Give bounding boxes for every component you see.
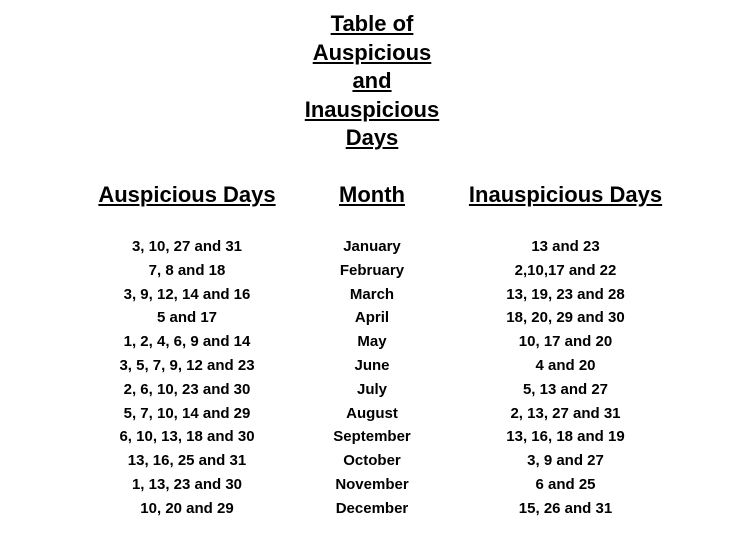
inauspicious-days-cell: 18, 20, 29 and 30 <box>506 309 625 327</box>
auspicious-days-cell: 5, 7, 10, 14 and 29 <box>123 404 251 422</box>
auspicious-days-cell: 3, 5, 7, 9, 12 and 23 <box>119 356 255 374</box>
month-cell: July <box>356 380 387 398</box>
inauspicious-days-cell: 3, 9 and 27 <box>527 452 604 470</box>
table-row <box>0 449 734 473</box>
auspicious-days-cell: 7, 8 and 18 <box>148 261 226 279</box>
month-cell: February <box>339 261 405 279</box>
title-line: Inauspicious <box>304 96 440 122</box>
month-header: Month <box>339 182 405 207</box>
inauspicious-days-cell: 5, 13 and 27 <box>522 380 609 398</box>
table-row <box>0 283 734 307</box>
inauspicious-days-cell: 13 and 23 <box>531 238 600 255</box>
table-row <box>0 354 734 378</box>
inauspicious-days-cell: 4 and 20 <box>535 356 596 374</box>
title-line: Days <box>345 125 399 151</box>
title-line: Auspicious <box>312 39 432 65</box>
auspicious-days-cell: 3, 10, 27 and 31 <box>131 238 243 255</box>
auspicious-days-header: Auspicious Days <box>98 182 276 207</box>
title-line: and <box>352 68 392 94</box>
title-line: Table of <box>330 11 414 36</box>
inauspicious-days-cell: 13, 19, 23 and 28 <box>506 285 625 303</box>
table-row <box>0 259 734 283</box>
auspicious-days-cell: 10, 20 and 29 <box>140 499 234 517</box>
days-table <box>0 235 734 521</box>
auspicious-days-cell: 6, 10, 13, 18 and 30 <box>119 428 255 446</box>
inauspicious-days-cell: 2, 13, 27 and 31 <box>510 404 621 422</box>
table-row <box>0 330 734 354</box>
auspicious-days-cell: 1, 13, 23 and 30 <box>131 475 243 493</box>
auspicious-days-cell: 13, 16, 25 and 31 <box>127 452 247 470</box>
table-row <box>0 378 734 402</box>
month-cell: June <box>354 356 390 374</box>
inauspicious-days-cell: 2,10,17 and 22 <box>514 261 617 279</box>
inauspicious-days-cell: 6 and 25 <box>535 475 596 493</box>
table-row <box>0 497 734 521</box>
month-cell: October <box>343 452 401 470</box>
inauspicious-days-cell: 10, 17 and 20 <box>518 333 613 351</box>
table-row <box>0 425 734 449</box>
month-cell: November <box>335 475 409 493</box>
table-row <box>0 235 734 259</box>
auspicious-days-cell: 2, 6, 10, 23 and 30 <box>123 380 251 398</box>
month-cell: March <box>349 285 395 303</box>
month-cell: December <box>335 499 409 517</box>
month-cell: September <box>333 428 411 446</box>
month-cell: August <box>346 404 398 422</box>
auspicious-days-cell: 3, 9, 12, 14 and 16 <box>123 285 251 303</box>
month-cell: April <box>354 309 390 327</box>
month-cell: May <box>357 333 387 351</box>
table-row <box>0 306 734 330</box>
table-row <box>0 402 734 426</box>
document-title <box>272 10 472 153</box>
inauspicious-days-cell: 15, 26 and 31 <box>518 499 613 517</box>
auspicious-days-cell: 5 and 17 <box>156 309 218 327</box>
month-cell: January <box>343 238 401 255</box>
inauspicious-days-cell: 13, 16, 18 and 19 <box>506 428 625 446</box>
auspicious-days-cell: 1, 2, 4, 6, 9 and 14 <box>123 333 251 351</box>
table-row <box>0 473 734 497</box>
inauspicious-days-header: Inauspicious Days <box>468 182 663 207</box>
